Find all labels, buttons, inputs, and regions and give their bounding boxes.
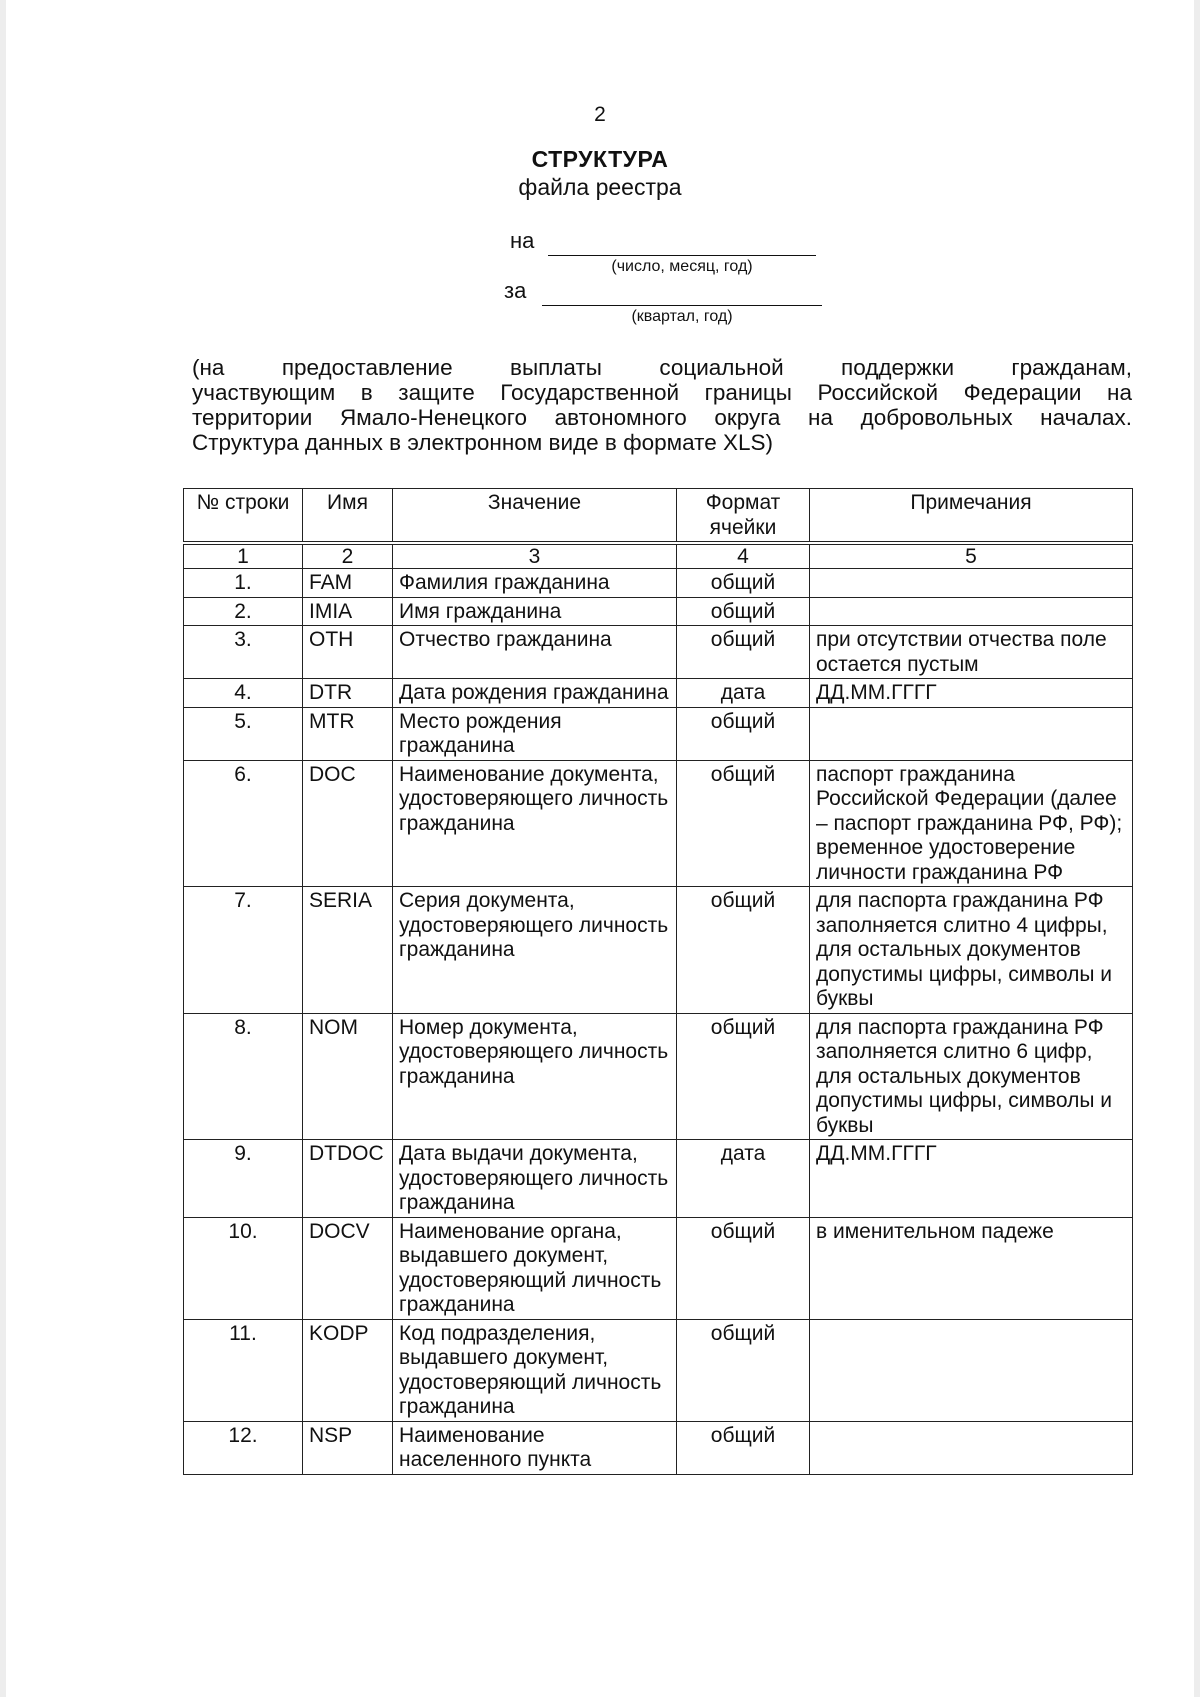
field-name: MTR xyxy=(303,707,393,760)
field-name: FAM xyxy=(303,569,393,598)
document-page xyxy=(6,0,1194,1697)
field-name: OTH xyxy=(303,626,393,679)
field-note xyxy=(810,1319,1133,1421)
field-value: Дата рождения гражданина xyxy=(393,679,677,708)
row-number: 1. xyxy=(184,569,303,598)
field-value: Код подразделения, выдавшего документ, удостоверяющий личность гражданина xyxy=(393,1319,677,1421)
field-note: при отсутствии отчества поле остается пустым xyxy=(810,626,1133,679)
field-name: KODP xyxy=(303,1319,393,1421)
field-note: для паспорта гражданина РФ заполняется слитно 6 цифр, для остальных документов допустимы цифры, символы и буквы xyxy=(810,1013,1133,1140)
intro-line: участвующим в защите Государственной границы Российской Федерации на xyxy=(192,380,1132,405)
intro-line: Структура данных в электронном виде в формате XLS) xyxy=(192,430,773,455)
row-number: 2. xyxy=(184,597,303,626)
field-note xyxy=(810,597,1133,626)
table-row xyxy=(184,707,1133,760)
field-name: NSP xyxy=(303,1421,393,1474)
row-number: 8. xyxy=(184,1013,303,1140)
field-name: IMIA xyxy=(303,597,393,626)
field-format: общий xyxy=(677,1421,810,1474)
table-row xyxy=(184,597,1133,626)
date-field-on-line xyxy=(548,255,816,256)
date-field-for-label: за xyxy=(504,278,527,303)
field-format: общий xyxy=(677,626,810,679)
field-note: для паспорта гражданина РФ заполняется слитно 4 цифры, для остальных документов допустимы цифры, символы и буквы xyxy=(810,887,1133,1014)
field-format: общий xyxy=(677,760,810,887)
field-value: Наименование населенного пункта xyxy=(393,1421,677,1474)
header-row-number: № строки xyxy=(184,489,303,544)
table-row xyxy=(184,1217,1133,1319)
date-field-on xyxy=(510,226,816,256)
field-name: DOC xyxy=(303,760,393,887)
field-note xyxy=(810,569,1133,598)
date-field-on-hint: (число, месяц, год) xyxy=(611,258,753,275)
field-name: NOM xyxy=(303,1013,393,1140)
table-row xyxy=(184,1319,1133,1421)
field-format: общий xyxy=(677,597,810,626)
row-number: 5. xyxy=(184,707,303,760)
field-name: DTR xyxy=(303,679,393,708)
table-row xyxy=(184,1421,1133,1474)
field-note: ДД.ММ.ГГГГ xyxy=(810,1140,1133,1218)
table-row xyxy=(184,887,1133,1014)
date-field-for-line xyxy=(542,305,822,306)
column-number: 2 xyxy=(303,543,393,569)
row-number: 7. xyxy=(184,887,303,1014)
table-row xyxy=(184,1140,1133,1218)
row-number: 10. xyxy=(184,1217,303,1319)
field-note xyxy=(810,1421,1133,1474)
header-name: Имя xyxy=(303,489,393,544)
date-field-on-label: на xyxy=(510,228,535,253)
row-number: 3. xyxy=(184,626,303,679)
page-number: 2 xyxy=(594,103,606,126)
column-number: 4 xyxy=(677,543,810,569)
field-value: Номер документа, удостоверяющего личность гражданина xyxy=(393,1013,677,1140)
field-value: Наименование документа, удостоверяющего личность гражданина xyxy=(393,760,677,887)
field-value: Отчество гражданина xyxy=(393,626,677,679)
table-row xyxy=(184,1013,1133,1140)
header-value: Значение xyxy=(393,489,677,544)
field-format: общий xyxy=(677,887,810,1014)
table-row xyxy=(184,760,1133,887)
row-number: 11. xyxy=(184,1319,303,1421)
field-format: общий xyxy=(677,569,810,598)
field-note xyxy=(810,707,1133,760)
column-number: 1 xyxy=(184,543,303,569)
column-number-row xyxy=(184,543,1133,569)
date-field-for xyxy=(504,276,822,306)
field-value: Фамилия гражданина xyxy=(393,569,677,598)
field-note: ДД.ММ.ГГГГ xyxy=(810,679,1133,708)
field-format: общий xyxy=(677,707,810,760)
header-cell-format: Формат ячейки xyxy=(677,489,810,544)
field-name: DOCV xyxy=(303,1217,393,1319)
row-number: 4. xyxy=(184,679,303,708)
field-value: Серия документа, удостоверяющего личность гражданина xyxy=(393,887,677,1014)
registry-structure-table xyxy=(183,488,1133,1475)
row-number: 6. xyxy=(184,760,303,887)
field-format: дата xyxy=(677,1140,810,1218)
intro-line: (на предоставление выплаты социальной поддержки гражданам, xyxy=(192,355,1132,380)
field-value: Наименование органа, выдавшего документ, удостоверяющий личность гражданина xyxy=(393,1217,677,1319)
field-value: Имя гражданина xyxy=(393,597,677,626)
field-format: дата xyxy=(677,679,810,708)
table-row xyxy=(184,569,1133,598)
intro-line: территории Ямало-Ненецкого автономного округа на добровольных началах. xyxy=(192,405,1132,430)
field-format: общий xyxy=(677,1217,810,1319)
document-subtitle: файла реестра xyxy=(518,174,682,200)
field-name: SERIA xyxy=(303,887,393,1014)
field-note: в именительном падеже xyxy=(810,1217,1133,1319)
table-header-row xyxy=(184,489,1133,544)
column-number: 5 xyxy=(810,543,1133,569)
table-row xyxy=(184,679,1133,708)
date-field-for-hint: (квартал, год) xyxy=(631,308,733,325)
column-number: 3 xyxy=(393,543,677,569)
field-value: Дата выдачи документа, удостоверяющего личность гражданина xyxy=(393,1140,677,1218)
field-format: общий xyxy=(677,1013,810,1140)
document-title: СТРУКТУРА xyxy=(531,146,669,172)
row-number: 12. xyxy=(184,1421,303,1474)
field-value: Место рождения гражданина xyxy=(393,707,677,760)
intro-paragraph xyxy=(192,355,1132,455)
field-format: общий xyxy=(677,1319,810,1421)
row-number: 9. xyxy=(184,1140,303,1218)
field-note: паспорт гражданина Российской Федерации (далее – паспорт гражданина РФ, РФ); временное удостоверение личности гражданина РФ xyxy=(810,760,1133,887)
header-notes: Примечания xyxy=(810,489,1133,544)
table-row xyxy=(184,626,1133,679)
field-name: DTDOC xyxy=(303,1140,393,1218)
